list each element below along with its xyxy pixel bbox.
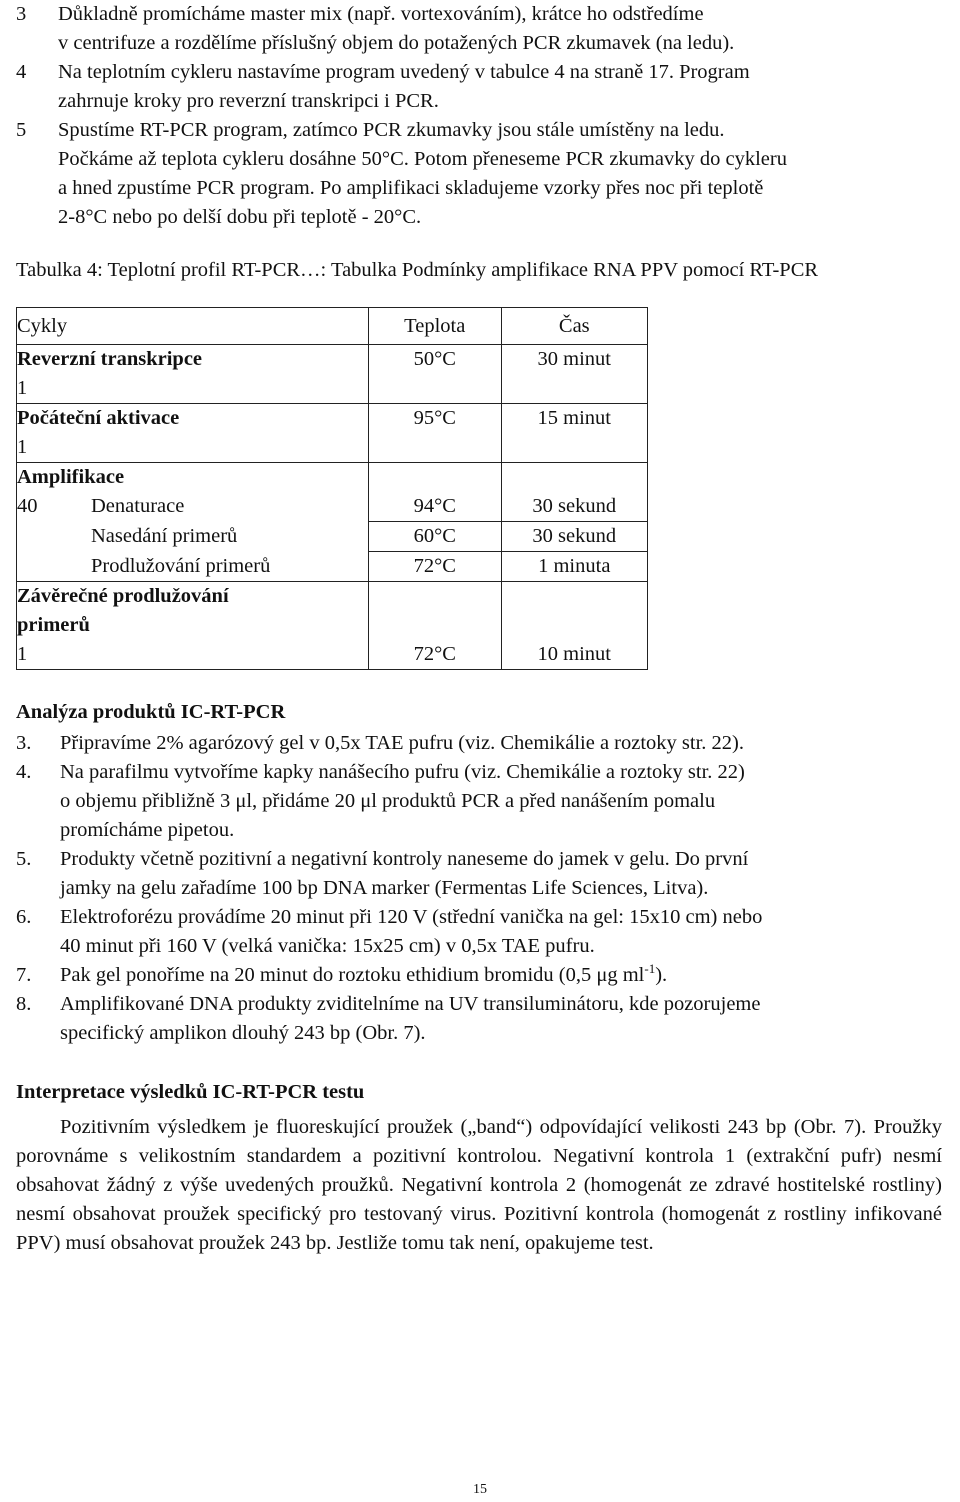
row-name: Závěrečné prodlužování [17,585,229,607]
step-5 [16,116,956,232]
row-time: 30 sekund [532,525,617,547]
table-row [17,582,648,670]
analysis-step-4: 4. Na parafilmu vytvoříme kapky nanášecího pufru (viz. Chemikálie a roztoky str. 22) o objemu přibližně 3 μl, přidáme 20 μl produktů PCR a před nanášením pomalu promícháme pipetou. [16,761,745,841]
row-time: 30 minut [537,348,611,370]
row-time: 10 minut [537,643,611,665]
step-line: Počkáme až teplota cykleru dosáhne 50°C. Potom přeneseme PCR zkumavky do cykleru [58,148,787,170]
table-row [17,463,648,522]
step-number: 5 [16,119,27,141]
step-number: 4 [16,61,27,83]
analysis-step-7: 7. Pak gel ponoříme na 20 minut do roztoku ethidium bromidu (0,5 μg $ml^{-1}$). [16,961,668,986]
row-temperature: 72°C [413,555,456,577]
row-name: Počáteční aktivace [17,407,180,429]
analysis-step-8: 8. Amplifikované DNA produkty zviditelníme na UV transiluminátoru, kde pozorujeme specifický amplikon dlouhý 243 bp (Obr. 7). [16,993,761,1044]
step-3 [16,0,956,58]
table-caption: Tabulka 4: Teplotní profil RT-PCR…: Tabulka Podmínky amplifikace RNA PPV pomocí RT-PCR [16,259,819,281]
header-time: Čas [501,308,647,345]
row-time: 1 minuta [538,555,611,577]
header-cycles: Cykly [17,308,369,345]
table-row [17,404,648,463]
row-name: Amplifikace [17,466,125,488]
row-temperature: 95°C [413,407,456,429]
top-steps [16,0,956,232]
section-heading-interpretation: Interpretace výsledků IC-RT-PCR testu [16,1081,365,1103]
page-number: 15 [473,1482,487,1497]
step-line: a hned zpustíme PCR program. Po amplifikaci skladujeme vzorky přes noc při teplotě [58,177,764,199]
step-line: v centrifuze a rozdělíme příslušný objem do potažených PCR zkumavek (na ledu). [58,32,735,54]
analysis-step-5: 5. Produkty včetně pozitivní a negativní kontroly naneseme do jamek v gelu. Do první jamky na gelu zařadíme 100 bp DNA marker (Fermentas Life Sciences, Litva). [16,848,749,899]
row-name-cont: primerů [17,614,90,636]
analysis-step-3: 3. Připravíme 2% agarózový gel v 0,5x TAE pufru (viz. Chemikálie a roztoky str. 22). [16,732,744,754]
step-line: 2-8°C nebo po delší dobu při teplotě - 20°C. [58,206,422,228]
step-line: Na teplotním cykleru nastavíme program uvedený v tabulce 4 na straně 17. Program [58,61,750,83]
substep-name: Denaturace [91,495,185,517]
pcr-cycle-table [16,307,648,670]
step-line: zahrnuje kroky pro reverzní transkripci i PCR. [58,90,439,112]
row-time: 15 minut [537,407,611,429]
row-temperature: 50°C [413,348,456,370]
table-row [17,522,648,552]
analysis-steps [16,729,956,1048]
step-line: Spustíme RT-PCR program, zatímco PCR zkumavky jsou stále umístěny na ledu. [58,119,725,141]
row-cycles: 1 [17,436,28,458]
row-temperature: 72°C [413,643,456,665]
row-cycles: 1 [17,377,28,399]
step-number: 3 [16,3,27,25]
table-header-row [17,308,648,345]
step-4 [16,58,956,116]
row-cycles: 40 [17,495,38,517]
row-name: Reverzní transkripce [17,348,203,370]
row-temperature: 60°C [413,525,456,547]
interpretation-paragraph: Pozitivním výsledkem je fluoreskující proužek („band“) odpovídající velikosti 243 bp (Obr. 7). Proužky porovnáme s velikostním standardem a pozitivní kontrolou. Negativní kontrola 1 (extrakční pufr) nesmí obsahovat žádný z výše uvedených proužků. Negativní kontrola 2 (homogenát ze zdravé hostitelské rostliny) nesmí obsahovat proužek specifický pro testovaný virus. Pozitivní kontrola (homogenát z rostliny infikované PPV) musí obsahovat proužek 243 bp. Jestliže tomu tak není, opakujeme test. [16,1116,942,1254]
table-row [17,345,648,404]
substep-name: Prodlužování primerů [91,554,271,577]
header-temperature: Teplota [368,308,501,345]
row-temperature: 94°C [413,495,456,517]
row-cycles: 1 [17,643,28,665]
substep-name: Nasedání primerů [91,524,238,547]
step-line: Důkladně promícháme master mix (např. vortexováním), krátce ho odstředíme [58,3,704,25]
document-page [16,0,956,1258]
table-row [17,552,648,582]
analysis-step-6: 6. Elektroforézu provádíme 20 minut při 120 V (střední vanička na gel: 15x10 cm) nebo 40 minut při 160 V (velká vanička: 15x25 cm) v 0,5x TAE pufru. [16,906,763,957]
row-time: 30 sekund [532,495,617,517]
section-heading-analysis: Analýza produktů IC-RT-PCR [16,701,286,723]
